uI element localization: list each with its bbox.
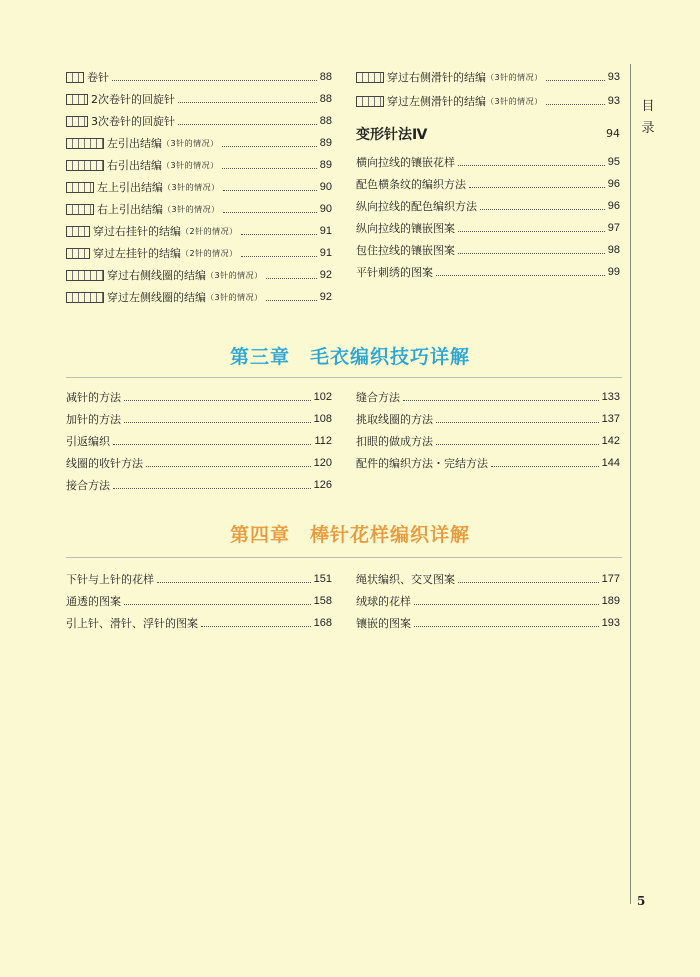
toc-entry-page: 92	[319, 269, 332, 281]
toc-entry-page: 142	[601, 435, 620, 447]
dot-leader	[124, 399, 311, 401]
dot-leader	[146, 465, 311, 467]
stitch-symbol-icon	[66, 292, 104, 303]
toc-entry-label: 右引出结编	[107, 159, 162, 172]
toc-entry-page: 91	[319, 247, 332, 259]
toc-entry-page: 158	[313, 595, 332, 607]
toc-entry-page: 90	[319, 181, 332, 193]
stitch-symbol-icon	[66, 116, 88, 127]
dot-leader	[223, 189, 317, 191]
toc-entry-label: 绳状编织、交叉图案	[356, 573, 455, 586]
toc-entry[interactable]	[356, 218, 620, 238]
toc-entry-label: 配色横条纹的编织方法	[356, 178, 466, 191]
dot-leader	[124, 421, 311, 423]
toc-entry-page: 93	[607, 95, 620, 107]
toc-entry-label: 包住拉线的镶嵌图案	[356, 244, 455, 257]
toc-entry[interactable]	[356, 152, 620, 172]
toc-entry-label: 挑取线圈的方法	[356, 413, 433, 426]
toc-entry-label: 减针的方法	[66, 391, 121, 404]
toc-entry[interactable]	[356, 387, 620, 407]
toc-entry-note: （3针的情况）	[162, 160, 219, 170]
toc-entry-page: 144	[601, 457, 620, 469]
toc-entry-label: 穿过右侧滑针的结编	[387, 71, 486, 84]
dot-leader	[469, 186, 605, 188]
toc-entry-page: 98	[607, 244, 620, 256]
toc-entry[interactable]	[356, 431, 620, 451]
toc-entry-page: 108	[313, 413, 332, 425]
toc-entry-label: 2次卷针的回旋针	[91, 93, 175, 106]
toc-entry-page: 133	[601, 391, 620, 403]
toc-entry-page: 112	[314, 435, 332, 447]
dot-leader	[266, 277, 317, 279]
toc-entry-page: 93	[607, 71, 620, 83]
toc-entry-page: 91	[319, 225, 332, 237]
dot-leader	[266, 299, 317, 301]
dot-leader	[178, 101, 317, 103]
toc-entry[interactable]	[356, 91, 620, 111]
variant-heading-page: 94	[606, 127, 620, 140]
toc-entry[interactable]	[66, 287, 332, 307]
toc-entry[interactable]	[66, 569, 332, 589]
stitch-symbol-icon	[66, 226, 90, 237]
toc-entry[interactable]	[356, 174, 620, 194]
page-number: 5	[637, 894, 646, 908]
toc-entry-page: 151	[313, 573, 332, 585]
stitch-symbol-icon	[356, 72, 384, 83]
toc-entry[interactable]	[66, 453, 332, 473]
toc-entry-note: （3针的情况）	[162, 138, 219, 148]
dot-leader	[113, 487, 311, 489]
dot-leader	[491, 465, 599, 467]
toc-entry-page: 96	[607, 200, 620, 212]
stitch-symbol-icon	[66, 94, 88, 105]
dot-leader	[222, 145, 317, 147]
stitch-symbol-icon	[66, 270, 104, 281]
toc-entry-label: 绒球的花样	[356, 595, 411, 608]
toc-entry-label: 线圈的收针方法	[66, 457, 143, 470]
toc-entry-label: 纵向拉线的配色编织方法	[356, 200, 477, 213]
dot-leader	[112, 79, 317, 81]
toc-entry-page: 120	[313, 457, 332, 469]
toc-entry-page: 90	[319, 203, 332, 215]
toc-entry-page: 168	[313, 617, 332, 629]
toc-entry[interactable]	[66, 265, 332, 285]
toc-entry[interactable]	[66, 199, 332, 219]
dot-leader	[157, 581, 311, 583]
toc-entry[interactable]	[66, 221, 332, 241]
toc-entry-page: 137	[601, 413, 620, 425]
dot-leader	[458, 230, 605, 232]
toc-entry-page: 88	[319, 93, 332, 105]
toc-entry-label: 引上针、滑针、浮针的图案	[66, 617, 198, 630]
dot-leader	[436, 443, 599, 445]
stitch-symbol-icon	[356, 96, 384, 107]
toc-entry-label: 通透的图案	[66, 595, 121, 608]
toc-entry-page: 89	[319, 137, 332, 149]
dot-leader	[241, 233, 317, 235]
dot-leader	[436, 421, 599, 423]
dot-leader	[458, 164, 605, 166]
toc-entry-page: 126	[313, 479, 332, 491]
dot-leader	[223, 211, 317, 213]
toc-entry[interactable]	[66, 111, 332, 131]
dot-leader	[436, 274, 605, 276]
toc-entry-note: （3针的情况）	[163, 182, 220, 192]
dot-leader	[414, 625, 599, 627]
toc-entry-page: 99	[607, 266, 620, 278]
toc-entry[interactable]	[356, 262, 620, 282]
toc-entry[interactable]	[66, 67, 332, 87]
toc-entry[interactable]	[356, 453, 620, 473]
toc-entry-label: 纵向拉线的镶嵌图案	[356, 222, 455, 235]
toc-entry-page: 96	[607, 178, 620, 190]
side-label-char: 目	[641, 99, 655, 114]
toc-entry-page: 88	[319, 71, 332, 83]
toc-entry-label: 加针的方法	[66, 413, 121, 426]
toc-entry[interactable]	[356, 240, 620, 260]
toc-entry-label: 卷针	[87, 71, 109, 84]
stitch-symbol-icon	[66, 160, 104, 171]
toc-entry[interactable]	[66, 155, 332, 175]
toc-entry-label: 左引出结编	[107, 137, 162, 150]
toc-entry-label: 右上引出结编	[97, 203, 163, 216]
toc-entry-note: （3针的情况）	[206, 292, 263, 302]
toc-entry-label: 平针刺绣的图案	[356, 266, 433, 279]
toc-entry-label: 接合方法	[66, 479, 110, 492]
chapter4-title: 第四章 棒针花样编织详解	[229, 524, 470, 546]
toc-entry-page: 95	[607, 156, 620, 168]
toc-entry-page: 102	[313, 391, 332, 403]
dot-leader	[458, 252, 605, 254]
toc-entry-page: 177	[601, 573, 620, 585]
toc-entry[interactable]	[66, 409, 332, 429]
toc-entry[interactable]	[66, 431, 332, 451]
dot-leader	[178, 123, 317, 125]
chapter4-rule	[66, 557, 622, 558]
toc-entry-label: 扣眼的做成方法	[356, 435, 433, 448]
toc-entry[interactable]	[356, 591, 620, 611]
toc-entry-label: 缝合方法	[356, 391, 400, 404]
toc-entry-label: 3次卷针的回旋针	[91, 115, 175, 128]
toc-entry[interactable]	[66, 387, 332, 407]
toc-entry-note: （3针的情况）	[486, 96, 543, 106]
toc-entry-label: 下针与上针的花样	[66, 573, 154, 586]
stitch-symbol-icon	[66, 182, 94, 193]
toc-entry-note: （3针的情况）	[163, 204, 220, 214]
toc-entry-page: 92	[319, 291, 332, 303]
dot-leader	[201, 625, 311, 627]
dot-leader	[546, 79, 605, 81]
toc-entry-label: 左上引出结编	[97, 181, 163, 194]
dot-leader	[414, 603, 599, 605]
toc-entry-note: （2针的情况）	[181, 226, 238, 236]
toc-entry-label: 穿过左侧线圈的结编	[107, 291, 206, 304]
toc-entry[interactable]	[356, 67, 620, 87]
toc-entry[interactable]	[356, 409, 620, 429]
toc-entry-label: 穿过右挂针的结编	[93, 225, 181, 238]
stitch-symbol-icon	[66, 138, 104, 149]
toc-entry-note: （2针的情况）	[181, 248, 238, 258]
toc-entry[interactable]	[66, 133, 332, 153]
toc-entry[interactable]	[356, 569, 620, 589]
dot-leader	[113, 443, 311, 445]
stitch-symbol-icon	[66, 248, 90, 259]
toc-entry-label: 横向拉线的镶嵌花样	[356, 156, 455, 169]
toc-entry[interactable]	[66, 243, 332, 263]
toc-entry-label: 穿过右侧线圈的结编	[107, 269, 206, 282]
dot-leader	[458, 581, 599, 583]
toc-entry[interactable]	[66, 177, 332, 197]
toc-entry-label: 引返编织	[66, 435, 110, 448]
toc-entry-page: 88	[319, 115, 332, 127]
dot-leader	[241, 255, 317, 257]
chapter3-title: 第三章 毛衣编织技巧详解	[229, 346, 470, 368]
toc-entry[interactable]	[66, 89, 332, 109]
toc-entry-label: 穿过左挂针的结编	[93, 247, 181, 260]
toc-entry-page: 97	[607, 222, 620, 234]
toc-entry-page: 89	[319, 159, 332, 171]
toc-entry[interactable]	[66, 613, 332, 633]
toc-entry-page: 189	[601, 595, 620, 607]
toc-entry[interactable]	[66, 591, 332, 611]
toc-entry-label: 镶嵌的图案	[356, 617, 411, 630]
side-label-char: 录	[641, 121, 655, 136]
variant-heading: 变形针法Ⅳ	[356, 127, 428, 143]
toc-entry[interactable]	[356, 613, 620, 633]
toc-entry-note: （3针的情况）	[206, 270, 263, 280]
dot-leader	[403, 399, 599, 401]
stitch-symbol-icon	[66, 72, 84, 83]
toc-entry-note: （3针的情况）	[486, 72, 543, 82]
dot-leader	[222, 167, 317, 169]
toc-entry-label: 配件的编织方法・完结方法	[356, 457, 488, 470]
side-divider	[630, 64, 631, 904]
dot-leader	[480, 208, 605, 210]
stitch-symbol-icon	[66, 204, 94, 215]
toc-entry-page: 193	[601, 617, 620, 629]
dot-leader	[546, 103, 605, 105]
dot-leader	[124, 603, 311, 605]
toc-entry-label: 穿过左侧滑针的结编	[387, 95, 486, 108]
chapter3-rule	[66, 377, 622, 378]
side-section-label	[639, 96, 657, 140]
toc-entry[interactable]	[356, 196, 620, 216]
toc-entry[interactable]	[66, 475, 332, 495]
